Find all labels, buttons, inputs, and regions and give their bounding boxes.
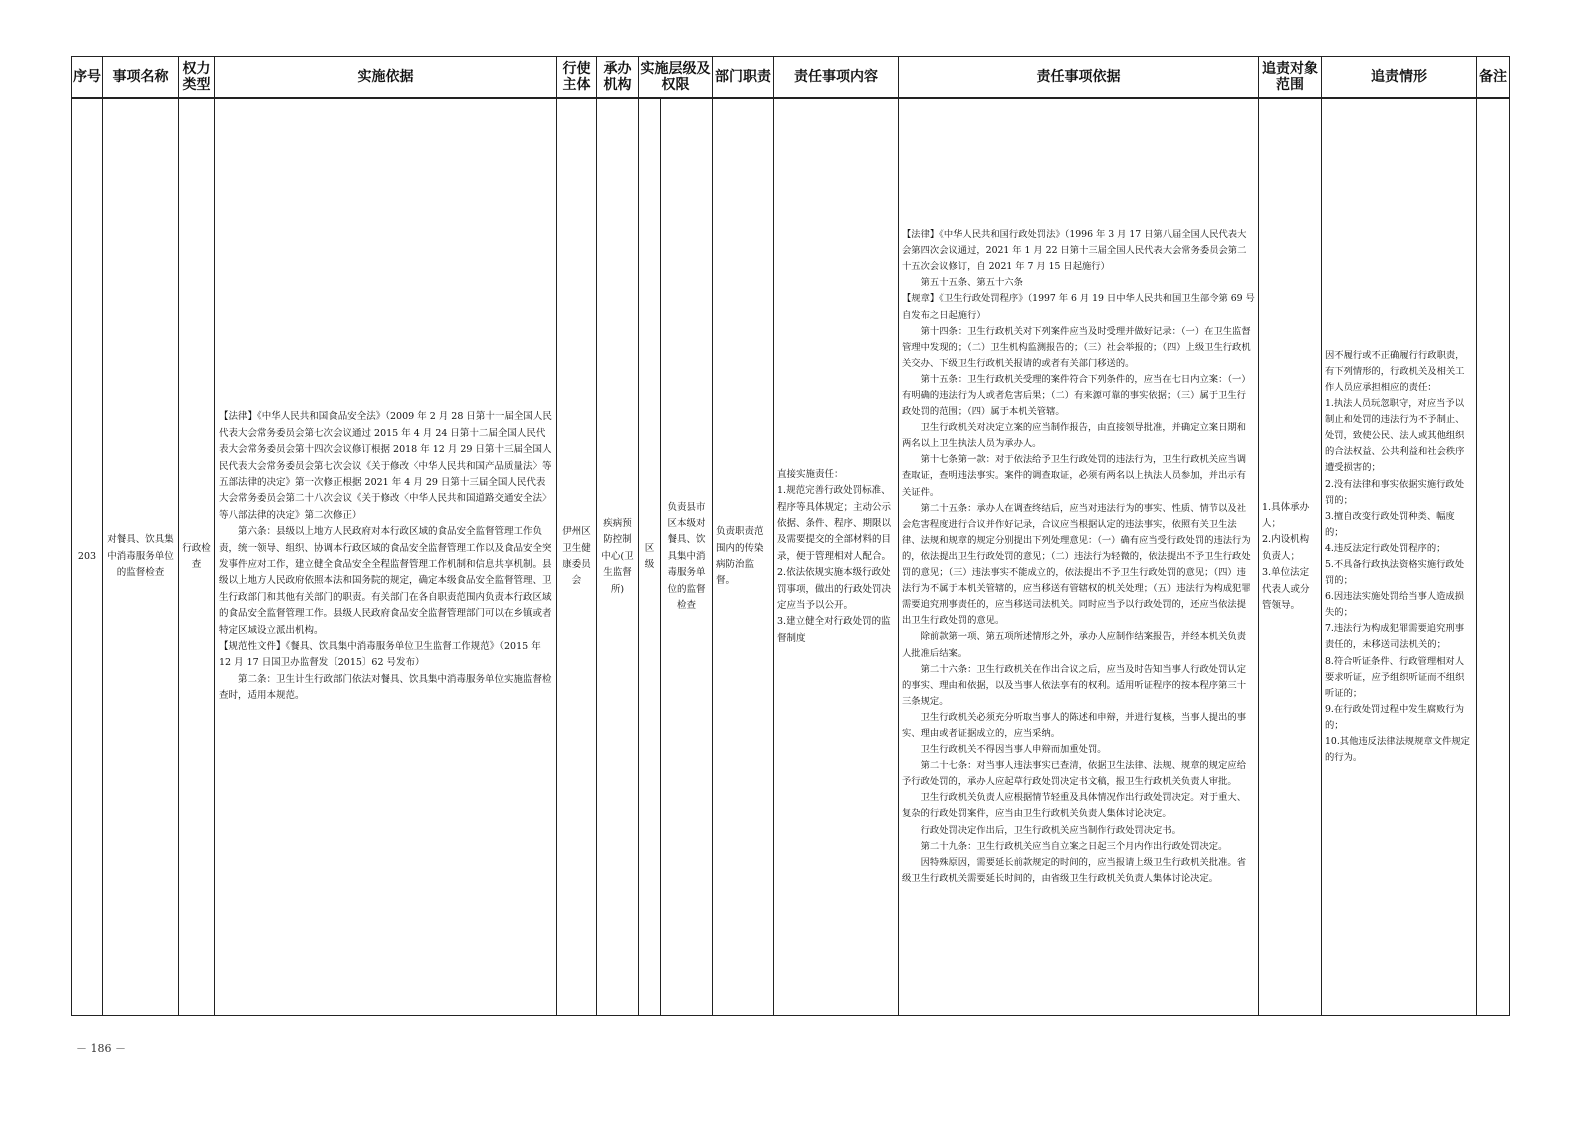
basis-paragraph: 【法律】《中华人民共和国食品安全法》（2009 年 2 月 28 日第十一届全国人民代表大会常务委员会第七次会议通过 2015 年 4 月 24 日第十二届全国人民代表大会常务委员会第十四次会议修订根据 2018 年 12 月 29 日第十三届全国人民代表大会常务委员会第七次会议《关于修改〈中华人民共和国产品质量法〉等五部法律的决定》第一次修正根据 2021 年 4 月 29 日第十三届全国人民代表大会常务委员会第二十八次会议《关于修改〈中华人民共和国道路交通安全法〉等八部法律的决定》第二次修正）	[219, 411, 552, 521]
resp-content-line: 1.规范完善行政处罚标准、程序等具体规定；主动公示依据、条件、程序、期限以及需要提交的全部材料的目录，便于管理相对人配合。	[777, 485, 892, 562]
cell-subject: 伊州区卫生健康委员会	[557, 98, 597, 1016]
accountable-line: 2.内设机构负责人；	[1262, 534, 1310, 562]
header-dept-duty: 部门职责	[713, 57, 774, 99]
accountability-line: 10.其他违反法律法规规章文件规定的行为。	[1325, 736, 1470, 764]
cell-power-type: 行政检查	[179, 98, 215, 1016]
basis-paragraph: 第六条：县级以上地方人民政府对本行政区域的食品安全监督管理工作负责，统一领导、组织、协调本行政区域的食品安全监督管理工作以及食品安全突发事件应对工作，建立健全食品安全全程监督管理工作机制和信息共享机制。县级以上地方人民政府依照本法和国务院的规定，确定本级食品安全监督管理、卫生行政部门和其他有关部门的职责。有关部门在各自职责范围内负责本行政区域的食品安全监督管理工作。县级人民政府食品安全监督管理部门可以在乡镇或者特定区域设立派出机构。	[219, 526, 552, 636]
resp-basis-paragraph: 卫生行政机关不得因当事人申辩而加重处罚。	[920, 744, 1107, 756]
cell-dept-duty: 负责职责范围内的传染病防治监督。	[713, 98, 774, 1016]
resp-content-line: 2.依法依规实施本级行政处罚事项，做出的行政处罚决定应当予以公开。	[777, 567, 892, 612]
accountability-line: 8.符合听证条件、行政管理相对人要求听证，应予组织听证而不组织听证的；	[1325, 655, 1465, 699]
cell-accountable	[1259, 98, 1322, 1016]
header-item-name: 事项名称	[103, 57, 179, 99]
resp-basis-paragraph: 第十七条第一款：对于依法给予卫生行政处罚的违法行为，卫生行政机关应当调查取证，查明违法事实。案件的调查取证，必须有两名以上执法人员参加，并出示有关证件。	[902, 454, 1246, 498]
resp-basis-paragraph: 第十四条：卫生行政机关对下列案件应当及时受理并做好记录：（一）在卫生监督管理中发现的；（二）卫生机构监测报告的；（三）社会举报的；（四）上级卫生行政机关交办、下级卫生行政机关报请的或者有关部门移送的。	[902, 325, 1251, 369]
cell-remark	[1477, 98, 1510, 1016]
resp-basis-paragraph: 卫生行政机关对决定立案的应当制作报告，由直接领导批准，并确定立案日期和两名以上卫生执法人员为承办人。	[902, 422, 1246, 450]
header-accountable: 追责对象范围	[1259, 57, 1322, 99]
accountability-line: 5.不具备行政执法资格实施行政处罚的；	[1325, 559, 1465, 587]
header-resp-content: 责任事项内容	[774, 57, 899, 99]
resp-basis-paragraph: 除前款第一项、第五项所述情形之外，承办人应制作结案报告，并经本机关负责人批准后结案。	[902, 631, 1246, 659]
accountability-line: 4.违反法定行政处罚程序的；	[1325, 542, 1446, 554]
resp-basis-paragraph: 第十五条：卫生行政机关受理的案件符合下列条件的，应当在七日内立案：（一）有明确的违法行为人或者危害后果；（二）有来源可靠的事实依据；（三）属于卫生行政处罚的范围；（四）属于本机关管辖。	[902, 373, 1251, 418]
header-level: 实施层级及权限	[639, 57, 713, 99]
resp-basis-paragraph: 行政处罚决定作出后，卫生行政机关应当制作行政处罚决定书。	[920, 824, 1181, 836]
header-resp-basis: 责任事项依据	[899, 57, 1259, 99]
resp-basis-paragraph: 因特殊原因，需要延长前款规定的时间的，应当报请上级卫生行政机关批准。省级卫生行政机关需要延长时间的，由省级卫生行政机关负责人集体讨论决定。	[902, 856, 1246, 884]
cell-level-scope: 负责县市区本级对餐具、饮具集中消毒服务单位的监督检查	[661, 98, 713, 1016]
resp-basis-paragraph: 第五十五条、第五十六条	[920, 277, 1023, 289]
header-accountability: 追责情形	[1322, 57, 1477, 99]
cell-resp-content	[774, 98, 899, 1016]
resp-basis-paragraph: 【规章】《卫生行政处罚程序》（1997 年 6 月 19 日中华人民共和国卫生部令第 69 号 自发布之日起施行）	[902, 293, 1255, 321]
cell-item-name: 对餐具、饮具集中消毒服务单位的监督检查	[103, 98, 179, 1016]
cell-accountability	[1322, 98, 1477, 1016]
resp-basis-paragraph: 第二十五条：承办人在调查终结后，应当对违法行为的事实、性质、情节以及社会危害程度进行合议并作好记录，合议应当根据认定的违法事实，依照有关卫生法律、法规和规章的规定分别提出下列处理意见：（一）确有应当受行政处罚的违法行为的，依法提出卫生行政处罚的意见；（二）违法行为轻微的，依法提出不予卫生行政处罚的意见；（三）违法事实不能成立的，依法提出不予卫生行政处罚的意见；（四）违法行为不属于本机关管辖的，应当移送有管辖权的机关处理；（五）违法行为构成犯罪需要追究刑事责任的，应当移送司法机关。同时应当予以行政处罚的，还应当依法提出卫生行政处罚的意见。	[902, 502, 1251, 627]
resp-basis-paragraph: 第二十六条：卫生行政机关在作出合议之后，应当及时告知当事人行政处罚认定的事实、理由和依据，以及当事人依法享有的权利。适用听证程序的按本程序第三十三条规定。	[902, 663, 1246, 707]
resp-basis-paragraph: 卫生行政机关必须充分听取当事人的陈述和申辩，并进行复核，当事人提出的事实、理由或者证据成立的，应当采纳。	[902, 711, 1246, 739]
header-basis: 实施依据	[215, 57, 557, 99]
accountability-line: 因不履行或不正确履行行政职责，有下列情形的，行政机关及相关工作人员应承担相应的责任：	[1325, 349, 1465, 393]
resp-basis-paragraph: 第二十九条：卫生行政机关应当自立案之日起三个月内作出行政处罚决定。	[920, 840, 1228, 852]
accountability-table	[71, 56, 1510, 1016]
cell-resp-basis	[899, 98, 1259, 1016]
accountability-line: 3.擅自改变行政处罚种类、幅度的；	[1325, 510, 1455, 538]
table-row	[72, 98, 1510, 1016]
header-subject: 行使主体	[557, 57, 597, 99]
basis-paragraph: 【规范性文件】《餐具、饮具集中消毒服务单位卫生监督工作规范》（2015 年 12 月 17 日国卫办监督发〔2015〕62 号发布）	[219, 641, 541, 669]
header-power-type: 权力类型	[179, 57, 215, 99]
resp-basis-paragraph: 卫生行政机关负责人应根据情节轻重及具体情况作出行政处罚决定。对于重大、复杂的行政处罚案件，应当由卫生行政机关负责人集体讨论决定。	[902, 792, 1246, 820]
accountability-line: 2.没有法律和事实依据实施行政处罚的；	[1325, 478, 1465, 506]
resp-basis-paragraph: 【法律】《中华人民共和国行政处罚法》（1996 年 3 月 17 日第八届全国人民代表大会第四次会议通过，2021 年 1 月 22 日第十三届全国人民代表大会常务委员会第二十五次会议修订，自 2021 年 7 月 15 日起施行）	[902, 229, 1247, 273]
cell-basis	[215, 98, 557, 1016]
accountability-line: 9.在行政处罚过程中发生腐败行为的；	[1325, 703, 1465, 731]
resp-content-line: 直接实施责任：	[777, 468, 844, 480]
cell-level: 区级	[639, 98, 661, 1016]
resp-content-line: 3.建立健全对行政处罚的监督制度	[777, 616, 891, 644]
resp-basis-paragraph: 第二十七条：对当事人违法事实已查清，依据卫生法律、法规、规章的规定应给予行政处罚的，承办人应起草行政处罚决定书文稿，报卫生行政机关负责人审批。	[902, 760, 1246, 788]
accountability-line: 1.执法人员玩忽职守，对应当予以制止和处罚的违法行为不予制止、处罚，致使公民、法人或其他组织的合法权益、公共利益和社会秩序遭受损害的；	[1325, 398, 1465, 474]
cell-seq: 203	[72, 98, 103, 1016]
accountability-line: 7.违法行为构成犯罪需要追究刑事责任的，未移送司法机关的；	[1325, 623, 1465, 651]
accountable-line: 1.具体承办人；	[1262, 501, 1310, 529]
basis-paragraph: 第二条：卫生计生行政部门依法对餐具、饮具集中消毒服务单位实施监督检查时，适用本规范。	[219, 673, 552, 702]
header-organ: 承办机构	[597, 57, 639, 99]
accountable-line: 3.单位法定代表人或分管领导。	[1262, 567, 1310, 612]
header-seq: 序号	[72, 57, 103, 99]
header-remark: 备注	[1477, 57, 1510, 99]
cell-organ: 疾病预防控制中心(卫生监督所)	[597, 98, 639, 1016]
page-number: － 186 －	[76, 1042, 126, 1055]
accountability-line: 6.因违法实施处罚给当事人造成损失的；	[1325, 591, 1465, 619]
